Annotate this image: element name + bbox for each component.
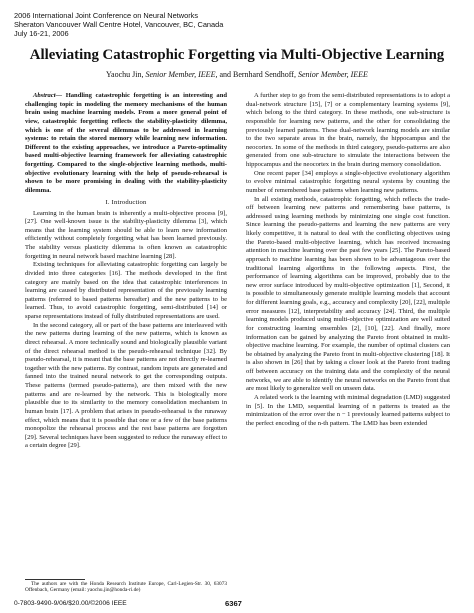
section-heading-introduction: I. Introduction bbox=[105, 198, 147, 206]
left-paragraph: In the second category, all or part of the base patterns are interleaved with the new patterns during learning of the new patterns, which is known as direct rehearsal. A more technically sound and biologically plausible variant of the direct rehearsal method is the pseudo-rehearsal technique [32]. By pseudo-rehearsal, it is meant that the base patterns are not directly re-learned together with the new patterns. By contrast, random inputs are generated and fanned into the trained neural network to get the corresponding outputs. These patterns (termed pseudo-patterns), are then mixed with the new patterns and are re-learned by the network. This is biologically more plausible due to its similarity to the memory consolidation mechanism in human brain [17]. A problem that arises in pseudo-rehearsal is the runaway effect, which means that it is possible that one or a few of the base patterns monopolize the rehearsal process and the rest base patterns are forgotten [29]. Several techniques have been suggested to reduce the runaway effect to a certain degree [29]. bbox=[25, 321, 227, 450]
paper-title: Alleviating Catastrophic Forgetting via Multi-Objective Learning bbox=[29, 47, 445, 63]
left-column bbox=[25, 92, 227, 451]
author-role-1: Senior Member, IEEE, bbox=[145, 70, 218, 79]
author-name-2: and Bernhard Sendhoff, bbox=[219, 70, 296, 79]
page-number: 6367 bbox=[225, 599, 242, 608]
conference-dates: July 16-21, 2006 bbox=[14, 28, 69, 38]
abstract bbox=[25, 92, 227, 196]
author-footnote: The authors are with the Honda Research Institute Europe, Carl-Legien-Str. 30, 63073 Offenbach, Germany (email: yaochu.jin@honda-ri.de) bbox=[25, 581, 227, 594]
right-paragraph: A related work is the learning with minimal degradation (LMD) suggested in [5]. In the LMD, sequential learning of n patterns is treated as the minimization of the error over the n − 1 previously learned patterns subject to the perfect encoding of the n-th pattern. The LMD has been extended bbox=[246, 393, 450, 427]
author-name-1: Yaochu Jin, bbox=[106, 70, 144, 79]
conference-venue: Sheraton Vancouver Wall Centre Hotel, Vancouver, BC, Canada bbox=[14, 19, 224, 29]
conference-header bbox=[14, 12, 334, 38]
abstract-text: Handling catastrophic forgetting is an interesting and challenging topic in modeling the memory mechanisms of the human brain using machine learning models. From a more general point of view, catastrophic forgetting reflects the stability-plasticity dilemma, which is one of the several dilemmas to be addressed in learning systems: to retain the stored memory while learning new information. Different to the existing approaches, we introduce a Pareto-optimality based multi-objective learning framework for alleviating catastrophic forgetting. Compared to the single-objective learning methods, multi-objective evolutionary learning with the help of pseudo-rehearsal is shown to be more promising in dealing with the stability-plasticity dilemma. bbox=[25, 92, 227, 194]
right-paragraph: In all existing methods, catastrophic forgetting, which reflects the trade-off between learning new patterns and remembering base patterns, is addressed using learning methods by minimizing one single cost function. Since learning the pseudo-patterns and learning the new patterns are very likely competitive, it is natural to deal with the conflicting objectives using the Pareto-based multi-objective learning, which has received increasing attention in machine learning over the past few years [25]. The Pareto-based approach to machine learning has been shown to be advantageous over the traditional learning algorithms in the following aspects. First, the performance of learning algorithms can be improved, probably due to the new error surface introduced by multi-objective optimization [1], Second, it is possible to simultaneously generate multiple learning models that account for different learning goals, e.g., accuracy and complexity [20], [22], multiple error measures [12], interpretability and accuracy [24]. Third, the multiple learning models produced using multi-objective optimization are well suited for constructing learning ensembles [2], [10], [22]. And finally, more information can be gained by analyzing the Pareto front obtained in multi-objective machine learning. For example, the number of optimal clusters can be obtained by analyzing the Pareto front in multi-objective clustering [18]. It is also shown in [26] that by taking a closer look at the Pareto front trading off between accuracy on the training data and the complexity of the neural networks, we are able to identify the neural networks on the Pareto front that are most likely to generalize well on unseen data. bbox=[246, 195, 450, 393]
right-paragraph: One recent paper [34] employs a single-objective evolutionary algorithm to evolve minimal catastrophic forgetting neural systems by counting the number of remembered base patterns when learning new patterns. bbox=[246, 169, 450, 194]
left-paragraph: Existing techniques for alleviating catastrophic forgetting can largely be divided into three categories [16]. The methods developed in the first category are mainly based on the idea that catastrophic interferences in learning are caused by distributed representation of the previously learning patterns (referred to based patterns hereafter) and the new patterns to be learned. Thus, to avoid catastrophic forgetting, semi-distributed [14] or sparse representations instead of fully distributed representations are used. bbox=[25, 261, 227, 320]
author-line bbox=[0, 70, 474, 79]
abstract-label: Abstract— bbox=[33, 92, 63, 99]
conference-name: 2006 International Joint Conference on Neural Networks bbox=[14, 11, 199, 20]
right-paragraph: A further step to go from the semi-distributed representations is to adopt a dual-network structure [15], [7] or a complementary learning systems [9], which belong to the third category. In these methods, one sub-structure is responsible for learning new patterns, and the other for consolidating the previously learned patterns. These dual-network learning models are similar to the two separate areas in the brain, namely, the hippocampus and the neocortex. In some of the methods in third category, pseudo-patterns are also generated from one sub-structure to simulate the interactions between the hippocampus and the neocortex in the brain during memory consolidation. bbox=[246, 92, 450, 168]
author-role-2: Senior Member, IEEE bbox=[297, 70, 368, 79]
right-column bbox=[246, 92, 450, 428]
footnote-divider bbox=[25, 579, 85, 580]
left-paragraph: Learning in the human brain is inherently a multi-objective process [9], [27]. One well-known issue is the stability-plasticity dilemma [3], which means that the learning system should be able to learn new information efficiently without completely forgetting what has been learned previously. The stability versus plasticity dilemma is often known as catastrophic forgetting in neural network based machine learning [28]. bbox=[25, 209, 227, 260]
copyright-line: 0-7803-9490-9/06/$20.00/©2006 IEEE bbox=[14, 600, 127, 607]
